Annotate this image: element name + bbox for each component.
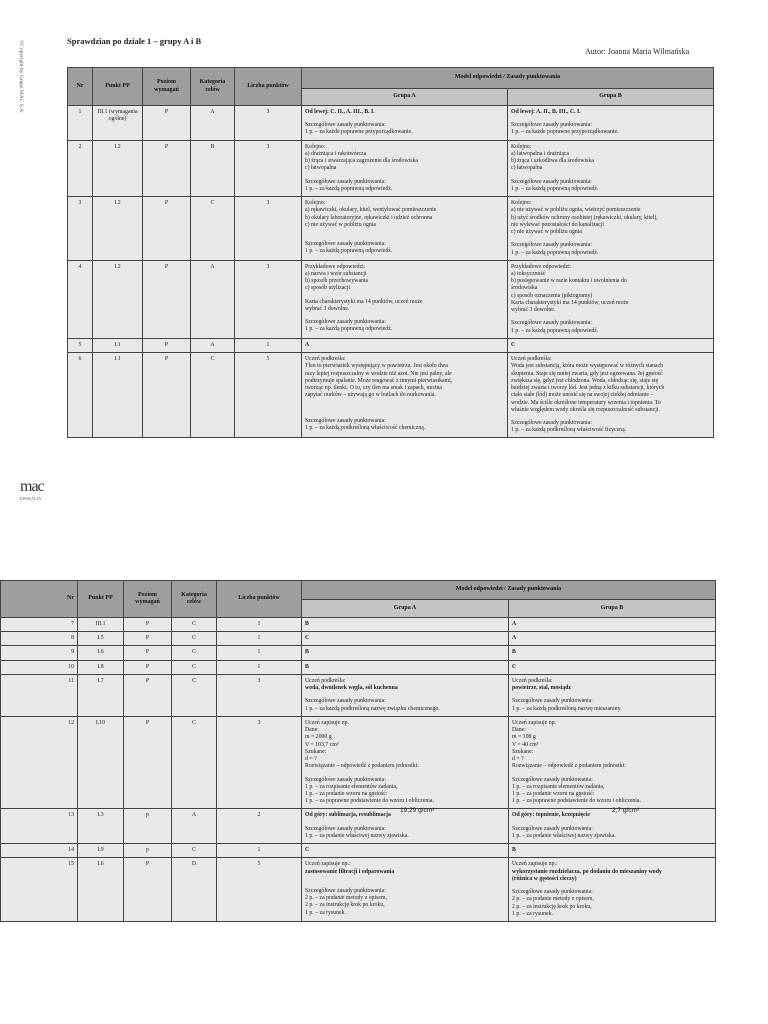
answer-line: 2 p. – za instrukcję krok po kroku,: [512, 903, 592, 910]
row-liczba: 1: [217, 646, 302, 660]
answer-line: 1 p. – za każdą podkreśloną właściwość chemiczną.: [305, 424, 426, 431]
answer-line: nie wylewać pozostałości do kanalizacji: [511, 221, 605, 228]
row-nr: 6: [68, 353, 93, 438]
answer-group-b: [509, 809, 716, 844]
answer-line: 1 p. – za każdą podkreśloną nazwę związku chemicznego.: [305, 705, 440, 712]
table-row: [1, 660, 716, 674]
logo-sub: EDUKACJA: [20, 496, 42, 501]
answer-line: 2 p. – za instrukcję krok po kroku,: [305, 902, 385, 909]
row-poziom: P: [143, 106, 191, 141]
answer-group-b: [509, 844, 716, 858]
header-model: Model odpowiedzi / Zasady punktowania: [302, 581, 716, 600]
answer-line: 1 p. – za poprawne podstawienie do wzoru i obliczenia.: [305, 798, 434, 805]
answer-line: Woda jest substancją, która może występować w różnych stanach: [511, 363, 663, 370]
answer-line: skupienia. Staje się mniej zwarta, gdy jest ogrzewana. Jej gęstość: [511, 370, 663, 377]
answer-line: m = 2000 g: [305, 734, 332, 741]
answer-group-a: [302, 260, 508, 338]
answer-line: b) okulary laboratoryjne, rękawiczki i odzież ochronna: [305, 214, 433, 221]
answer-line: razy lepiej rozpuszczalny w wodzie niż azot. Nie jest palny, ale: [305, 370, 452, 377]
row-punkt: I.2: [93, 197, 143, 261]
answer-line: Szczegółowe zasady punktowania:: [511, 419, 592, 426]
row-kategoria: A: [191, 106, 235, 141]
answer-line: Szczegółowe zasady punktowania:: [512, 698, 593, 705]
header-model: Model odpowiedzi / Zasady punktowania: [302, 68, 714, 89]
row-poziom: P: [124, 674, 172, 716]
answer-line: Szczegółowe zasady punktowania:: [305, 178, 386, 185]
row-punkt: I.10: [78, 716, 124, 809]
answer-line: 1 p. – za każdą poprawną odpowiedź.: [305, 248, 393, 255]
row-kategoria: A: [191, 260, 235, 338]
header-grupa-a: Grupa A: [302, 89, 508, 106]
table-row: [68, 140, 714, 196]
page-title: Sprawdzian po dziale 1 – grupy A i B: [67, 36, 202, 46]
answer-line: b) żrąca i szkodliwa dla środowiska: [511, 158, 594, 165]
row-kategoria: A: [191, 338, 235, 352]
row-kategoria: C: [172, 844, 217, 858]
answer-group-a: [302, 353, 508, 438]
answer-line: A: [512, 635, 517, 642]
answer-group-b: [508, 338, 714, 352]
answer-line: Rozwiązanie – odpowiedź z podaniem jednostki:: [305, 763, 419, 770]
answer-line: Kolejno:: [511, 200, 532, 207]
answer-line: wodzie. Ma ściśle określone temperatury wrzenia i topnienia. To: [511, 399, 661, 406]
answer-line: B: [305, 649, 309, 656]
answer-line: Szczegółowe zasady punktowania:: [305, 776, 386, 783]
table-row: [1, 618, 716, 632]
row-kategoria: C: [172, 716, 217, 809]
answer-line: Dane:: [512, 727, 526, 734]
row-nr: 2: [68, 140, 93, 196]
row-liczba: 3: [235, 260, 302, 338]
answer-line: a) toksyczność: [511, 270, 546, 277]
table-row: [1, 844, 716, 858]
row-nr: 15: [1, 858, 78, 922]
row-punkt: I.8: [78, 660, 124, 674]
row-nr: 5: [68, 338, 93, 352]
answer-line: 2 p. – za podanie metody z opisem,: [512, 896, 594, 903]
answer-line: b) żrąca i stwarzająca zagrożenie dla środowiska: [305, 158, 418, 165]
row-nr: 3: [68, 197, 93, 261]
answer-group-b: [509, 660, 716, 674]
row-poziom: P: [124, 660, 172, 674]
answer-line: 2 p. – za podanie metody z opisem,: [305, 895, 387, 902]
answer-line: b) postępowanie w razie kontaktu i uwolnienia do: [511, 278, 627, 285]
answer-line: B: [305, 663, 309, 670]
answer-line: Uczeń podkreśla:: [305, 356, 346, 363]
row-kategoria: C: [191, 353, 235, 438]
answer-group-b: [509, 716, 716, 809]
row-liczba: 1: [217, 632, 302, 646]
answer-line: Szczegółowe zasady punktowania:: [512, 889, 593, 896]
row-kategoria: C: [191, 197, 235, 261]
row-poziom: P: [143, 197, 191, 261]
answer-group-a: [302, 858, 509, 922]
answer-group-a: [302, 338, 508, 352]
answer-line: 1 p. – za podanie wzoru na gęstość:: [512, 790, 595, 797]
header-grupa-b: Grupa B: [509, 600, 716, 618]
answer-line: A: [512, 621, 517, 627]
answer-line: Szczegółowe zasady punktowania:: [512, 776, 593, 783]
row-punkt: I.7: [78, 674, 124, 716]
logo-main: mac: [20, 478, 44, 495]
answer-line: c) nie używać w pobliżu ognia: [305, 221, 376, 228]
answer-group-a: [302, 716, 509, 809]
row-liczba: 3: [217, 674, 302, 716]
answer-group-a: [302, 618, 509, 632]
row-liczba: 5: [217, 858, 302, 922]
answer-line: 1 p. – za każdą poprawną odpowiedź.: [511, 249, 599, 256]
row-liczba: 5: [235, 353, 302, 438]
answer-line: V = 103,7 cm³: [305, 741, 339, 748]
mac-logo: [20, 478, 46, 501]
answer-line: B: [305, 621, 309, 627]
answer-line: A: [305, 341, 310, 348]
row-punkt: I.1: [93, 353, 143, 438]
copyright-side-top: ©Copyright by Grupa MAC S.A.: [18, 40, 24, 114]
answer-group-b: [509, 858, 716, 922]
row-poziom: P: [124, 716, 172, 809]
formula-group-a: 19,29 g/cm³: [400, 807, 435, 814]
answer-line: a) rękawiczki, okulary, kitel, wentylować pomieszczenie: [305, 207, 437, 214]
answer-table-2: [0, 580, 716, 922]
answer-line: B: [512, 847, 516, 854]
row-kategoria: A: [172, 809, 217, 844]
answer-line: woda, dwutlenek węgla, sól kuchenna: [305, 685, 398, 692]
row-punkt: I.1: [93, 338, 143, 352]
row-punkt: III.1 (wymagania ogólne): [93, 106, 143, 141]
table-row: [68, 260, 714, 338]
answer-group-a: [302, 632, 509, 646]
answer-line: 1 p. – za każdą podkreśloną nazwę mieszaniny.: [512, 705, 622, 712]
table-row: [68, 353, 714, 438]
answer-line: c) sposób oznaczenia (piktogramy): [511, 292, 593, 299]
answer-line: b) użyć środków ochrony osobistej (rękawiczki, okulary, kitel),: [511, 214, 658, 221]
row-liczba: 2: [217, 809, 302, 844]
header-kategoria: Kategoria celów: [191, 68, 235, 106]
row-liczba: 1: [217, 844, 302, 858]
row-poziom: p: [124, 844, 172, 858]
answer-group-b: [508, 197, 714, 261]
answer-line: Karta charakterystyki ma 14 punktów, uczeń może: [305, 298, 423, 305]
row-liczba: 1: [235, 338, 302, 352]
answer-line: Dane:: [305, 727, 319, 734]
header-liczba: Liczba punktów: [235, 68, 302, 106]
answer-line: środowiska: [511, 285, 538, 292]
answer-line: Od góry: sublimacja, resublimacja: [305, 812, 391, 819]
header-punkt: Punkt PP: [93, 68, 143, 106]
header-poziom: Poziom wymagań: [124, 581, 172, 618]
row-poziom: P: [124, 618, 172, 632]
row-poziom: P: [143, 140, 191, 196]
answer-line: 1 p. – za każde poprawne przyporządkowanie.: [511, 129, 619, 136]
answer-line: wykorzystanie rozdzielacza, po dodaniu do mieszaniny wody: [512, 868, 662, 875]
answer-line: Uczeń zapisuje np.:: [305, 861, 351, 868]
answer-line: V = 40 cm³: [512, 741, 539, 748]
row-nr: 9: [1, 646, 78, 660]
row-liczba: 3: [235, 197, 302, 261]
answer-line: B: [512, 649, 516, 656]
answer-line: powietrze, stal, mosiądz: [512, 685, 571, 692]
answer-line: Uczeń podkreśla:: [511, 356, 552, 363]
answer-line: Szukane:: [305, 748, 327, 755]
row-liczba: 3: [217, 716, 302, 809]
table-row: [68, 106, 714, 141]
table-row: [1, 646, 716, 660]
answer-group-a: [302, 140, 508, 196]
row-punkt: I.5: [78, 632, 124, 646]
header-nr: Nr: [68, 68, 93, 106]
answer-group-b: [508, 260, 714, 338]
answer-line: wybrać 3 dowolne.: [305, 305, 350, 312]
answer-line: 1 p. – za podanie właściwej nazwy zjawiska.: [305, 832, 409, 839]
answer-line: Uczeń podkreśla:: [305, 677, 346, 684]
row-poziom: P: [124, 646, 172, 660]
answer-line: Szczegółowe zasady punktowania:: [305, 698, 386, 705]
row-kategoria: B: [191, 140, 235, 196]
row-kategoria: C: [172, 674, 217, 716]
formula-group-b: 2,7 g/cm³: [612, 807, 640, 814]
answer-line: Rozwiązanie – odpowiedź z podaniem jednostki:: [512, 763, 626, 770]
answer-group-a: [302, 844, 509, 858]
answer-line: Szukane:: [512, 748, 534, 755]
header-grupa-b: Grupa B: [508, 89, 714, 106]
answer-line: Uczeń zapisuje np.:: [512, 861, 558, 868]
author: Autor: Joanna Maria Wilmańska: [585, 47, 690, 56]
row-nr: 12: [1, 716, 78, 809]
answer-line: 1 p. – za rysunek.: [512, 910, 553, 917]
answer-group-b: [509, 632, 716, 646]
answer-line: 1 p. – za rozpisanie elementów zadania,: [512, 783, 605, 790]
row-kategoria: C: [172, 632, 217, 646]
answer-line: a) nazwa i wzór substancji: [305, 270, 367, 277]
answer-line: 1 p. – za poprawne podstawienie do wzoru i obliczenia.: [512, 798, 641, 805]
answer-line: c) nie używać w pobliżu ognia: [511, 229, 582, 236]
row-poziom: P: [124, 632, 172, 646]
header-grupa-a: Grupa A: [302, 600, 509, 618]
answer-line: Szczegółowe zasady punktowania:: [511, 320, 592, 327]
row-nr: 13: [1, 809, 78, 844]
answer-group-a: [302, 106, 508, 141]
row-nr: 8: [1, 632, 78, 646]
answer-line: Kolejno:: [511, 143, 532, 150]
table-row: [1, 674, 716, 716]
answer-line: d = ?: [512, 756, 524, 763]
header-liczba: Liczba punktów: [217, 581, 302, 618]
answer-line: a) drażniąca i rakotwórcza: [305, 150, 367, 157]
answer-line: 1 p. – za każdą poprawną odpowiedź.: [305, 326, 393, 333]
table-row: [1, 716, 716, 809]
row-kategoria: C: [172, 660, 217, 674]
answer-line: Przykładowe odpowiedzi:: [305, 263, 366, 270]
row-punkt: I.3: [78, 809, 124, 844]
answer-line: Szczegółowe zasady punktowania:: [305, 122, 386, 129]
answer-group-b: [509, 618, 716, 632]
answer-line: C: [511, 341, 516, 348]
row-poziom: p: [124, 809, 172, 844]
answer-line: c) sposób utylizacji: [305, 285, 351, 292]
row-kategoria: D: [172, 858, 217, 922]
answer-group-b: [508, 140, 714, 196]
answer-group-a: [302, 809, 509, 844]
header-punkt: Punkt PP: [78, 581, 124, 618]
answer-line: Szczegółowe zasady punktowania:: [511, 242, 592, 249]
answer-line: Kolejno:: [305, 143, 326, 150]
answer-line: Kolejno:: [305, 200, 326, 207]
row-punkt: I.6: [78, 646, 124, 660]
answer-group-b: [509, 646, 716, 660]
answer-line: d = ?: [305, 756, 317, 763]
answer-line: 1 p. – za rozpisanie elementów zadania,: [305, 783, 398, 790]
row-nr: 4: [68, 260, 93, 338]
table-row: [1, 858, 716, 922]
answer-group-b: [509, 674, 716, 716]
row-punkt: I.2: [93, 140, 143, 196]
table-row: [68, 338, 714, 352]
answer-line: c) łatwopalna: [305, 165, 337, 172]
answer-line: 1 p. – za każdą poprawną odpowiedź.: [511, 185, 599, 192]
answer-line: 1 p. – za każde poprawne przyporządkowanie.: [305, 129, 413, 136]
table-row: [1, 809, 716, 844]
answer-group-a: [302, 197, 508, 261]
row-liczba: 1: [217, 618, 302, 632]
row-liczba: 3: [235, 140, 302, 196]
row-punkt: I.2: [93, 260, 143, 338]
row-nr: 1: [68, 106, 93, 141]
answer-line: C: [305, 847, 310, 854]
table-row: [68, 197, 714, 261]
answer-line: wybrać 3 dowolne.: [511, 307, 556, 314]
row-poziom: P: [124, 858, 172, 922]
answer-line: a) łatwopalna i drażniąca: [511, 150, 570, 157]
answer-table-1: [67, 67, 714, 438]
answer-line: 1 p. – za każdą poprawną odpowiedź.: [305, 185, 393, 192]
answer-line: Uczeń zapisuje np.: [512, 719, 556, 726]
answer-group-a: [302, 674, 509, 716]
row-liczba: 3: [235, 106, 302, 141]
row-poziom: P: [143, 338, 191, 352]
row-kategoria: C: [172, 646, 217, 660]
answer-group-a: [302, 660, 509, 674]
answer-line: Od góry: topnienie, krzepnięcie: [512, 812, 590, 819]
answer-line: tworząc np. tlenki. O to, czy tlen ma smak i zapach, można: [305, 385, 442, 392]
answer-line: b) sposób przechowywania: [305, 278, 369, 285]
answer-line: Karta charakterystyki ma 14 punktów, uczeń może: [511, 299, 629, 306]
row-poziom: P: [143, 260, 191, 338]
row-punkt: I.9: [78, 844, 124, 858]
row-nr: 14: [1, 844, 78, 858]
answer-line: Szczegółowe zasady punktowania:: [511, 178, 592, 185]
answer-group-a: [302, 646, 509, 660]
answer-line: Uczeń zapisuje np.: [305, 719, 349, 726]
answer-line: 1 p. – za każdą poprawną odpowiedź.: [511, 327, 599, 334]
answer-group-b: [508, 106, 714, 141]
answer-group-b: [508, 353, 714, 438]
answer-line: 1 p. – za podanie właściwej nazwy zjawiska.: [512, 832, 616, 839]
answer-line: Tlen to pierwiastek występujący w powietrzu. Jest około dwa: [305, 363, 448, 370]
row-liczba: 1: [217, 660, 302, 674]
answer-line: ciało stałe (lód) może unosić się na swojej ciekłej odmianie –: [511, 392, 654, 399]
answer-line: Szczegółowe zasady punktowania:: [305, 319, 386, 326]
answer-line: Szczegółowe zasady punktowania:: [305, 417, 386, 424]
answer-line: a) nie używać w pobliżu ognia, wietrzyć pomieszczenie: [511, 207, 641, 214]
answer-line: c) łatwopalna: [511, 165, 543, 172]
header-kategoria: Kategoria celów: [172, 581, 217, 618]
header-poziom: Poziom wymagań: [143, 68, 191, 106]
row-nr: 10: [1, 660, 78, 674]
answer-line: podtrzymuje spalanie. Może reagować z innymi pierwiastkami,: [305, 377, 453, 384]
answer-line: Uczeń podkreśla:: [512, 677, 553, 684]
answer-line: właśnie względem wody określa się rozpuszczalność substancji.: [511, 406, 660, 413]
answer-line: 1 p. – za rysunek.: [305, 909, 346, 916]
answer-line: Od lewej: C. II., A. III., B. I.: [305, 109, 375, 115]
row-nr: 11: [1, 674, 78, 716]
row-kategoria: C: [172, 618, 217, 632]
answer-line: (różnica w gęstości cieczy): [512, 875, 577, 882]
row-punkt: I.6: [78, 858, 124, 922]
row-nr: 7: [1, 618, 78, 632]
answer-line: 1 p. – za każdą podkreśloną właściwość fizyczną.: [511, 427, 627, 434]
header-nr: Nr: [1, 581, 78, 618]
answer-line: bardziej zwarta i tworzy lód. Jest jedną z kilku substancji, których: [511, 385, 665, 392]
answer-line: Szczegółowe zasady punktowania:: [305, 825, 386, 832]
answer-line: zastosowanie filtracji i odparowania: [305, 868, 395, 875]
answer-line: m = 108 g: [512, 734, 536, 741]
answer-line: Od lewej: A. II., B. III., C. I.: [511, 109, 581, 115]
answer-line: Szczegółowe zasady punktowania:: [305, 241, 386, 248]
answer-line: Szczegółowe zasady punktowania:: [305, 887, 386, 894]
answer-line: C: [512, 663, 517, 670]
answer-line: zwiększa się, gdyż jest chłodzona. Woda, chłodząc się, staje się: [511, 377, 659, 384]
row-poziom: P: [143, 353, 191, 438]
answer-line: Szczegółowe zasady punktowania:: [511, 122, 592, 129]
answer-line: 1 p. – za podanie wzoru na gęstość:: [305, 790, 388, 797]
table-row: [1, 632, 716, 646]
row-punkt: III.1: [78, 618, 124, 632]
answer-line: Przykładowe odpowiedzi:: [511, 263, 572, 270]
answer-line: Szczegółowe zasady punktowania:: [512, 825, 593, 832]
answer-line: zapytać nurków – używają go w butlach do nurkowania.: [305, 392, 436, 399]
answer-line: C: [305, 635, 310, 642]
